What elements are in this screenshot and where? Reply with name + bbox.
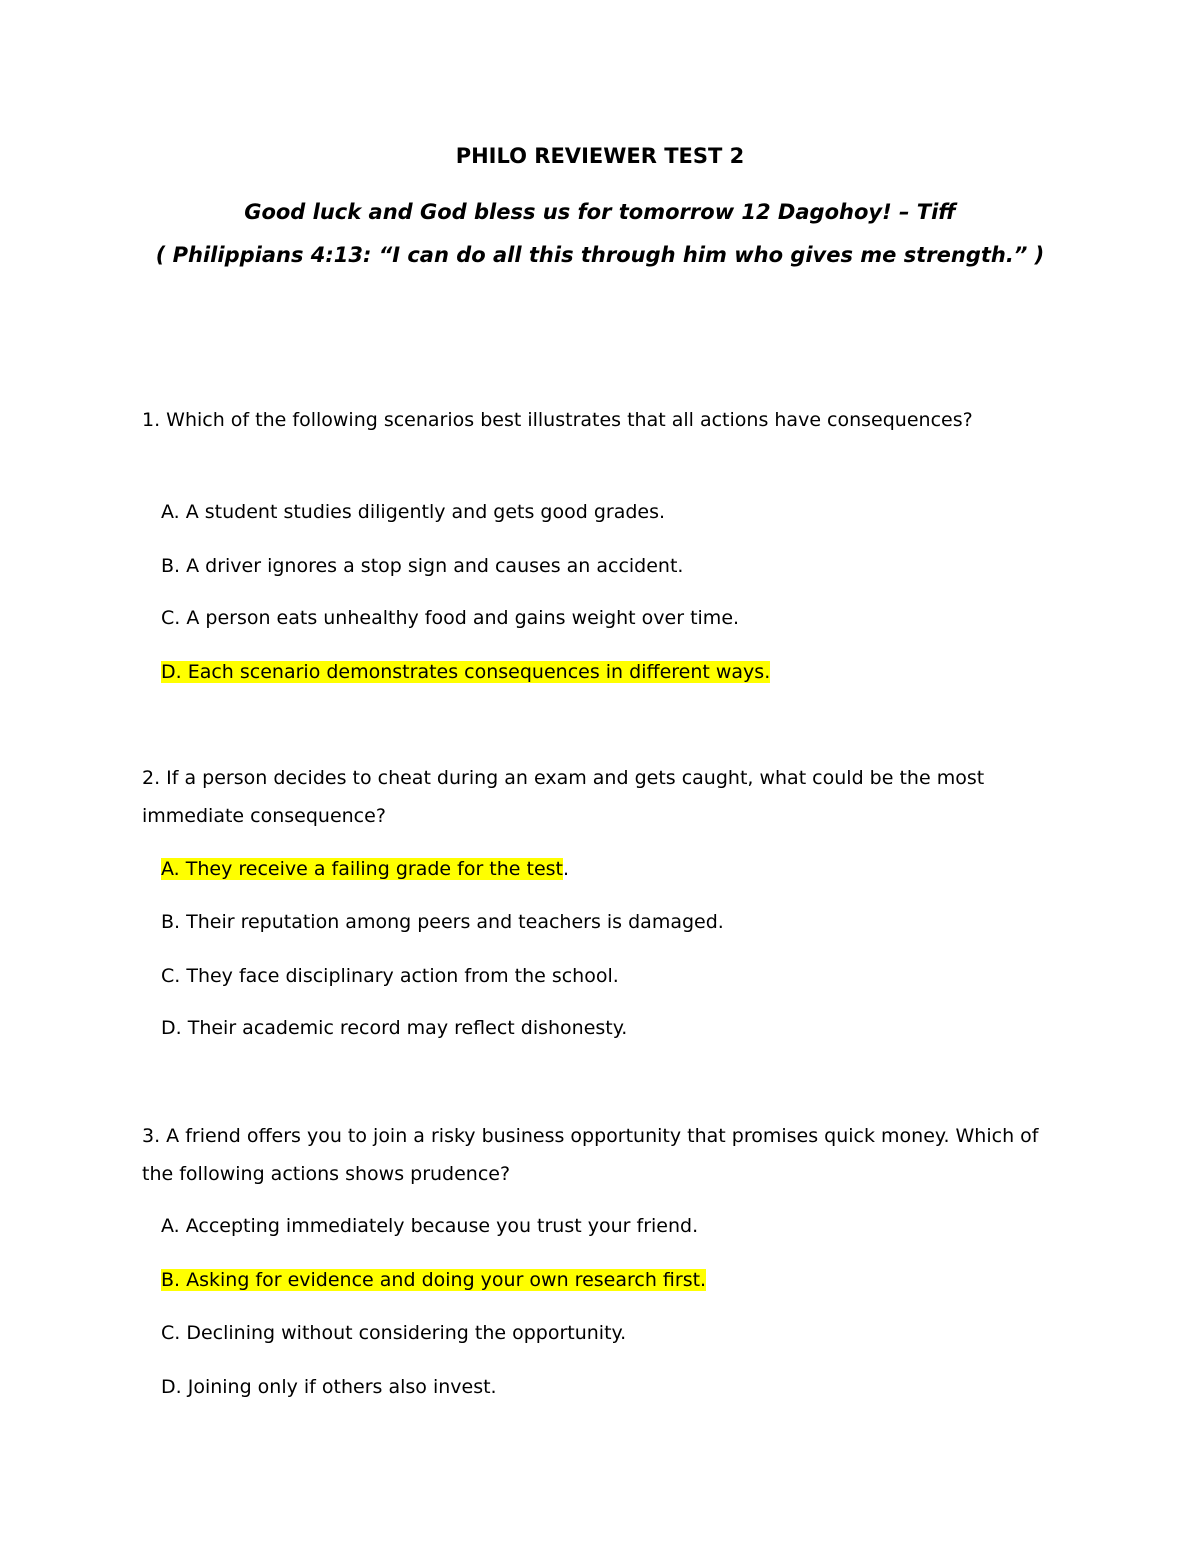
question-1-option-c: C. A person eats unhealthy food and gains weight over time.: [161, 607, 740, 629]
question-3-text: 3. A friend offers you to join a risky business opportunity that promises quick money. Which of the following actions shows prudence?: [142, 1125, 1039, 1185]
document-subtitle-verse: ( Philippians 4:13: “I can do all this through him who gives me strength.” ): [155, 243, 1045, 267]
document-subtitle-greeting: Good luck and God bless us for tomorrow 12 Dagohoy! – Tiff: [244, 200, 956, 224]
document-title: PHILO REVIEWER TEST 2: [455, 144, 745, 168]
question-1-option-b: B. A driver ignores a stop sign and causes an accident.: [161, 555, 684, 577]
highlighted-answer: D. Each scenario demonstrates consequences in different ways.: [161, 661, 771, 683]
question-2-text: 2. If a person decides to cheat during an exam and gets caught, what could be the most immediate consequence?: [142, 767, 985, 827]
question-2-option-a-period: .: [563, 858, 570, 880]
question-3-option-d: D. Joining only if others also invest.: [161, 1376, 497, 1398]
question-2-option-b: B. Their reputation among peers and teachers is damaged.: [161, 911, 724, 933]
question-2-option-a: [161, 854, 1061, 884]
question-3-option-c: C. Declining without considering the opportunity.: [161, 1322, 627, 1344]
question-1-text: 1. Which of the following scenarios best illustrates that all actions have consequences?: [142, 409, 973, 431]
question-1-option-a: A. A student studies diligently and gets good grades.: [161, 501, 666, 523]
question-2-option-d: D. Their academic record may reflect dishonesty.: [161, 1017, 628, 1039]
question-3-option-b: [161, 1265, 1061, 1295]
question-2-option-c: C. They face disciplinary action from the school.: [161, 965, 619, 987]
highlighted-answer: A. They receive a failing grade for the test: [161, 858, 564, 880]
question-3-option-a: A. Accepting immediately because you trust your friend.: [161, 1215, 699, 1237]
highlighted-answer: B. Asking for evidence and doing your own research first.: [161, 1269, 707, 1291]
question-1-option-d: [161, 657, 1061, 687]
